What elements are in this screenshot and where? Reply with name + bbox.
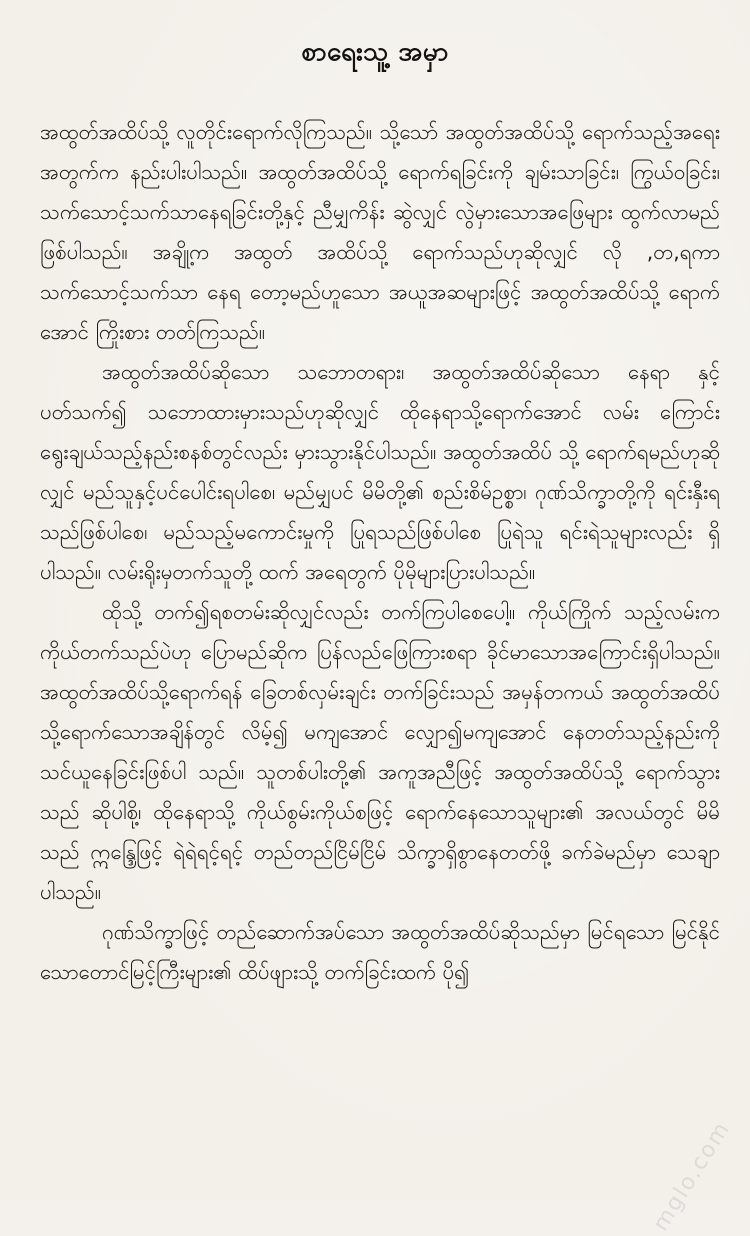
paragraph-4: ဂုဏ်သိက္ခာဖြင့် တည်ဆောက်အပ်သော အထွတ်အထိပ်ဆိုသည်မှာ မြင်ရသော မြင်နိုင်သောတောင်မြင့်ကြီးများ၏ ထိပ်ဖျားသို့ တက်ခြင်းထက် ပို၍ [40,920,720,984]
watermark: mglo.com [648,1116,736,1236]
paragraph-3: ထိုသို့ တက်၍ရစတမ်းဆိုလျှင်လည်း တက်ကြပါစေပေါ့။ ကိုယ်ကြိုက် သည့်လမ်းက ကိုယ်တက်သည်ပဲဟု ပြောမည်ဆိုက ပြန်လည်ဖြေကြားစရာ ခိုင်မာသောအကြောင်းရှိပါသည်။ အထွတ်အထိပ်သို့ရောက်ရန် ခြေတစ်လှမ်းချင်း တက်ခြင်းသည် အမှန်တကယ် အထွတ်အထိပ်သို့ရောက်သောအချိန်တွင် လိမ့်၍ မကျအောင် လျှော၍မကျအောင် နေတတ်သည့်နည်းကို သင်ယူနေခြင်းဖြစ်ပါ သည်။ သူတစ်ပါးတို့၏ အကူအညီဖြင့် အထွတ်အထိပ်သို့ ရောက်သွားသည် ဆိုပါစို့၊ ထိုနေရာသို့ ကိုယ်စွမ်းကိုယ်စဖြင့် ရောက်နေသောသူများ၏ အလယ်တွင် မိမိသည် ဣန္ဒြေဖြင့် ရဲရဲရင့်ရင့် တည်တည်ငြိမ်ငြိမ် သိက္ခာရှိစွာနေတတ်ဖို့ ခက်ခဲမည်မှာ သေချာပါသည်။ [40,600,720,904]
body-text [40,112,720,1192]
paragraph-1: အထွတ်အထိပ်သို့ လူတိုင်းရောက်လိုကြသည်။ သို့သော် အထွတ်အထိပ်သို့ ရောက်သည့်အရေးအတွက်က နည်းပါးပါသည်။ အထွတ်အထိပ်သို့ ရောက်ရခြင်းကို ချမ်းသာခြင်း၊ ကြွယ်ဝခြင်း၊ သက်သောင့်သက်သာနေရခြင်းတို့နှင့် ညီမျှကိန်း ဆွဲလျှင် လွဲမှားသောအဖြေများ ထွက်လာမည်ဖြစ်ပါသည်။ အချို့က အထွတ် အထိပ်သို့ ရောက်သည်ဟုဆိုလျှင် လို ,တ,ရကာ သက်သောင့်သက်သာ နေရ တော့မည်ဟူသော အယူအဆများဖြင့် အထွတ်အထိပ်သို့ ရောက်အောင် ကြိုးစား တတ်ကြသည်။ [40,120,720,344]
page-title: စာရေးသူ့ အမှာ [301,37,449,67]
paragraph-2: အထွတ်အထိပ်ဆိုသော သဘောတရား၊ အထွတ်အထိပ်ဆိုသော နေရာ နှင့်ပတ်သက်၍ သဘောထားမှားသည်ဟုဆိုလျှင် ထိုနေရာသို့ရောက်အောင် လမ်း ကြောင်းရွေးချယ်သည့်နည်းစနစ်တွင်လည်း မှားသွားနိုင်ပါသည်။ အထွတ်အထိပ် သို့ ရောက်ရမည်ဟုဆိုလျှင် မည်သူနှင့်ပင်ပေါင်းရပါစေ၊ မည်မျှပင် မိမိတို့၏ စည်းစိမ်ဥစ္စာ၊ ဂုဏ်သိက္ခာတို့ကို ရင်းနှီးရသည်ဖြစ်ပါစေ၊ မည်သည့်မကောင်းမှုကို ပြုရသည်ဖြစ်ပါစေ ပြုရဲသူ ရင်းရဲသူများလည်း ရှိပါသည်။ လမ်းရိုးမှတက်သူတို့ ထက် အရေတွက် ပိုမိုများပြားပါသည်။ [40,360,720,584]
